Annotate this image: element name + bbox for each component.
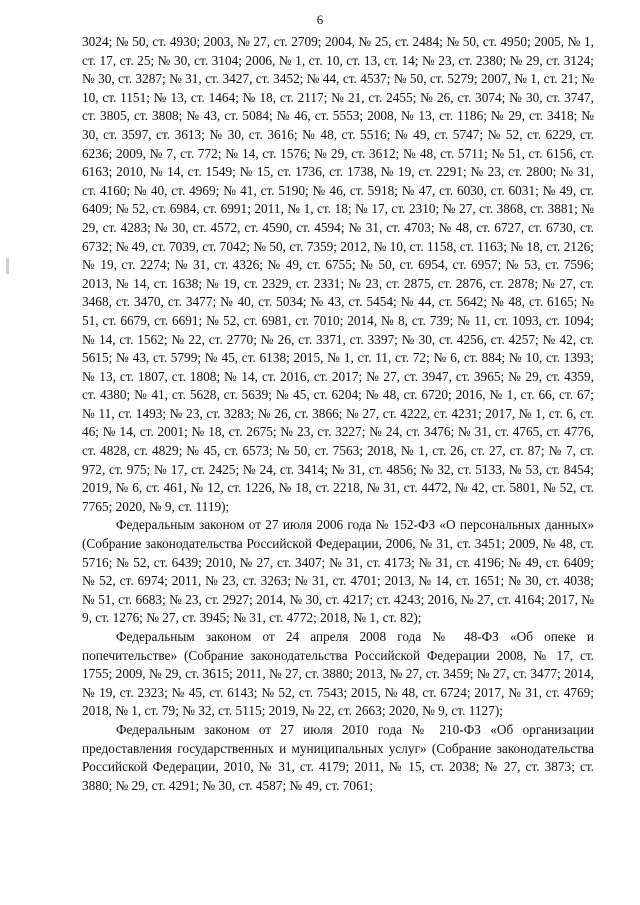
paragraph-law-152-fz: Федеральным законом от 27 июля 2006 года № 152-ФЗ «О персональных данных» (Собрание законодательства Российской Федерации, 2006, № 31, ст. 3451; 2009, № 48, ст. 5716; № 52, ст. 6439; 2010, № 27, ст. 3407; № 31, ст. 4173; № 31, ст. 4196; № 49, ст. 6409; № 52, ст. 6974; 2011, № 23, ст. 3263; № 31, ст. 4701; 2013, № 14, ст. 1651; № 30, ст. 4038; № 51, ст. 6683; № 23, ст. 2927; 2014, № 30, ст. 4217; ст. 4243; 2016, № 27, ст. 4164; 2017, № 9, ст. 1276; № 27, ст. 3945; № 31, ст. 4772; 2018, № 1, ст. 82); xyxy=(82,517,594,626)
document-body xyxy=(82,33,594,795)
scan-artifact xyxy=(6,258,9,274)
paragraph-law-48-fz: Федеральным законом от 24 апреля 2008 года № 48-ФЗ «Об опеке и попечительстве» (Собрание законодательства Российской Федерации 2008, № 17, ст. 1755; 2009, № 29, ст. 3615; 2011, № 27, ст. 3880; 2013, № 27, ст. 3459; № 27, ст. 3477; 2014, № 19, ст. 2323; № 45, ст. 6143; № 52, ст. 7543; 2015, № 48, ст. 6724; 2017, № 31, ст. 4769; 2018, № 1, ст. 79; № 32, ст. 5115; 2019, № 22, ст. 2663; 2020, № 9, ст. 1127); xyxy=(82,629,594,719)
page-number: 6 xyxy=(316,12,324,27)
paragraph-law-210-fz: Федеральным законом от 27 июля 2010 года № 210-ФЗ «Об организации предоставления государственных и муниципальных услуг» (Собрание законодательства Российской Федерации, 2010, № 31, ст. 4179; 2011, № 15, ст. 2038; № 27, ст. 3873; ст. 3880; № 29, ст. 4291; № 30, ст. 4587; № 49, ст. 7061; xyxy=(82,721,594,793)
paragraph-citations-continued: 3024; № 50, ст. 4930; 2003, № 27, ст. 2709; 2004, № 25, ст. 2484; № 50, ст. 4950; 2005, № 1, ст. 17, ст. 25; № 30, ст. 3104; 2006, № 1, ст. 10, ст. 13, ст. 14; № 23, ст. 2380; № 29, ст. 3124; № 30, ст. 3287; № 31, ст. 3427, ст. 3452; № 44, ст. 4537; № 50, ст. 5279; 2007, № 1, ст. 21; № 10, ст. 1151; № 13, ст. 1464; № 18, ст. 2117; № 21, ст. 2455; № 26, ст. 3074; № 30, ст. 3747, ст. 3805, ст. 3808; № 43, ст. 5084; № 46, ст. 5553; 2008, № 13, ст. 1186; № 29, ст. 3418; № 30, ст. 3597, ст. 3613; № 30, ст. 3616; № 48, ст. 5516; № 49, ст. 5747; № 52, ст. 6229, ст. 6236; 2009, № 7, ст. 772; № 14, ст. 1576; № 29, ст. 3612; № 48, ст. 5711; № 51, ст. 6156, ст. 6163; 2010, № 14, ст. 1549; № 15, ст. 1736, ст. 1738, № 19, ст. 2291; № 23, ст. 2800; № 31, ст. 4160; № 40, ст. 4969; № 41, ст. 5190; № 46, ст. 5918; № 47, ст. 6030, ст. 6031; № 49, ст. 6409; № 52, ст. 6984, ст. 6991; 2011, № 1, ст. 18; № 17, ст. 2310; № 27, ст. 3868, ст. 3881; № 29, ст. 4283; № 30, ст. 4572, ст. 4590, ст. 4594; № 31, ст. 4703; № 48, ст. 6727, ст. 6730, ст. 6732; № 49, ст. 7039, ст. 7042; № 50, ст. 7359; 2012, № 10, ст. 1158, ст. 1163; № 18, ст. 2126; № 19, ст. 2274; № 31, ст. 4326; № 49, ст. 6755; № 50, ст. 6954, ст. 6957; № 53, ст. 7596; 2013, № 14, ст. 1638; № 19, ст. 2329, ст. 2331; № 23, ст. 2875, ст. 2876, ст. 2878; № 27, ст. 3468, ст. 3470, ст. 3477; № 40, ст. 5034; № 43, ст. 5454; № 44, ст. 5642; № 48, ст. 6165; № 51, ст. 6679, ст. 6691; № 52, ст. 6981, ст. 7010; 2014, № 8, ст. 739; № 11, ст. 1093, ст. 1094; № 14, ст. 1562; № 22, ст. 2770; № 26, ст. 3371, ст. 3397; № 30, ст. 4256, ст. 4257; № 42, ст. 5615; № 43, ст. 5799; № 45, ст. 6138; 2015, № 1, ст. 11, ст. 72; № 6, ст. 884; № 10, ст. 1393; № 13, ст. 1807, ст. 1808; № 14, ст. 2016, ст. 2017; № 27, ст. 3947, ст. 3965; № 29, ст. 4359, ст. 4380; № 41, ст. 5628, ст. 5639; № 45, ст. 6204; № 48, ст. 6720; 2016, № 1, ст. 66, ст. 67; № 11, ст. 1493; № 23, ст. 3283; № 26, ст. 3866; № 27, ст. 4222, ст. 4231; 2017, № 1, ст. 6, ст. 46; № 14, ст. 2001; № 18, ст. 2675; № 23, ст. 3227; № 24, ст. 3476; № 31, ст. 4765, ст. 4776, ст. 4828, ст. 4829; № 45, ст. 6573; № 50, ст. 7563; 2018, № 1, ст. 26, ст. 27, ст. 87; № 7, ст. 972, ст. 975; № 17, ст. 2425; № 24, ст. 3414; № 31, ст. 4856; № 32, ст. 5133, № 53, ст. 8454; 2019, № 6, ст. 461, № 12, ст. 1226, № 18, ст. 2218, № 31, ст. 4472, № 42, ст. 5801, № 52, ст. 7765; 2020, № 9, ст. 1119); xyxy=(82,34,594,514)
